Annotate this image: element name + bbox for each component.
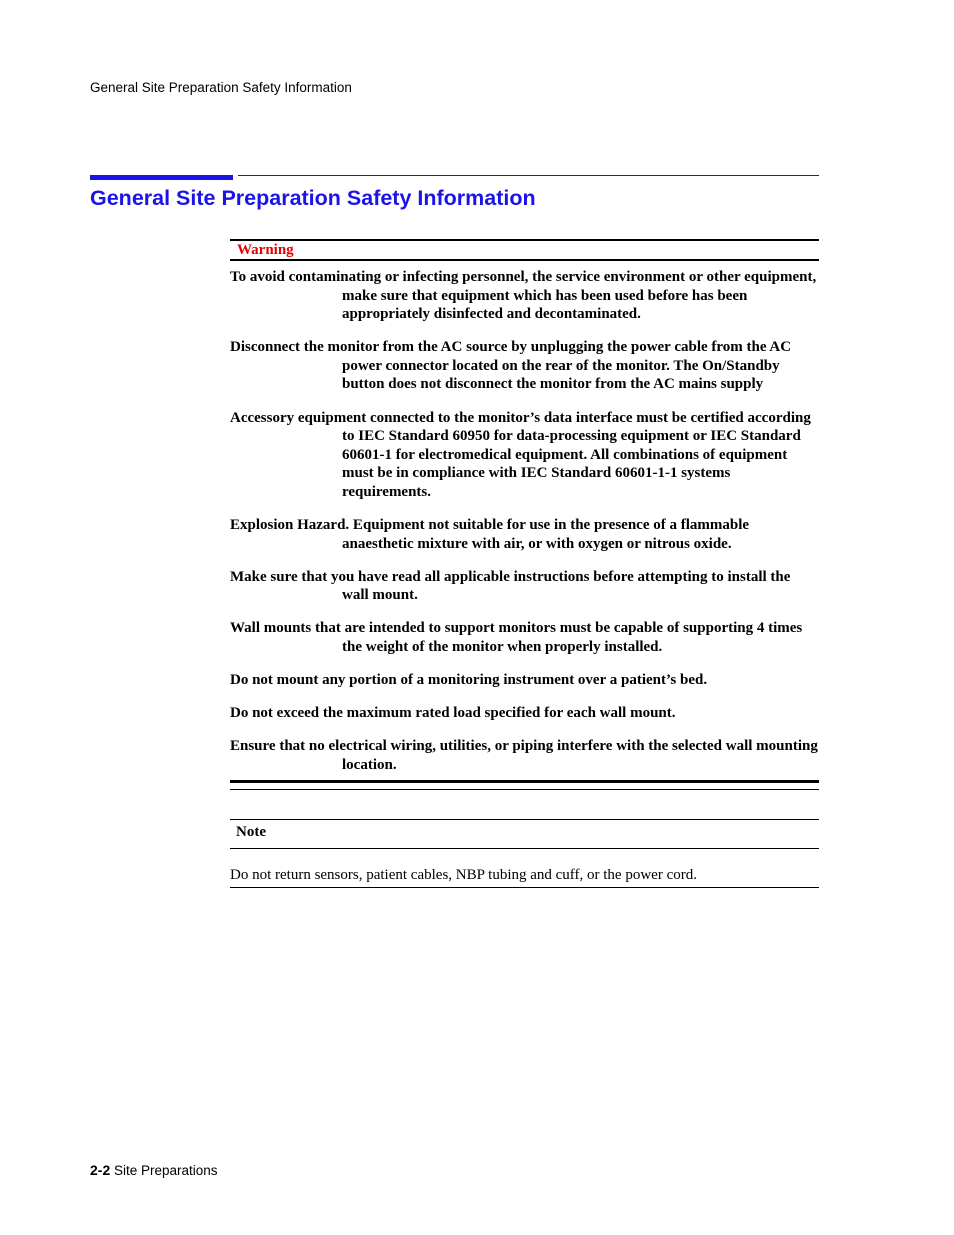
warning-item: Do not exceed the maximum rated load specified for each wall mount.	[230, 705, 676, 722]
running-header: General Site Preparation Safety Information	[90, 80, 352, 95]
warning-item: To avoid contaminating or infecting personnel, the service environment or other equipment, make sure that equipment which has been used before has been appropriately disinfected and decontaminated.	[230, 269, 817, 323]
page-number: 2-2	[90, 1162, 111, 1178]
warning-list	[230, 268, 819, 774]
running-footer	[90, 1162, 218, 1178]
chapter-title: Site Preparations	[114, 1163, 218, 1178]
warning-label-rule	[230, 259, 819, 261]
warning-item: Ensure that no electrical wiring, utilities, or piping interfere with the selected wall mounting location.	[230, 738, 818, 773]
warning-item: Make sure that you have read all applicable instructions before attempting to install the wall mount.	[230, 568, 791, 604]
section-title: General Site Preparation Safety Information	[90, 186, 536, 210]
section-rule-accent	[90, 175, 233, 180]
warning-item: Wall mounts that are intended to support monitors must be capable of supporting 4 times the weight of the monitor when properly installed.	[230, 620, 803, 655]
warning-label: Warning	[237, 242, 294, 258]
note-bottom-rule	[230, 887, 819, 888]
warning-box	[230, 239, 819, 790]
note-text: Do not return sensors, patient cables, NBP tubing and cuff, or the power cord.	[230, 867, 697, 883]
section-rule-line	[238, 175, 819, 176]
warning-item: Disconnect the monitor from the AC source by unplugging the power cable from the AC power connector located on the rear of the monitor. The On/Standby button does not disconnect the monitor from the AC mains supply	[230, 339, 792, 393]
note-label: Note	[236, 824, 266, 840]
warning-item: Do not mount any portion of a monitoring instrument over a patient’s bed.	[230, 672, 708, 689]
note-box	[230, 819, 819, 888]
warning-bottom-rule-thin	[230, 789, 819, 790]
warning-item: Accessory equipment connected to the monitor’s data interface must be certified according to IEC Standard 60950 for data-processing equipment or IEC Standard 60601-1 for electromedical equipment. All combinations of equipment must be in compliance with IEC Standard 60601-1-1 systems requirements.	[230, 409, 811, 500]
warning-bottom-rule	[230, 780, 819, 783]
warning-item: Explosion Hazard. Equipment not suitable for use in the presence of a flammable anaesthetic mixture with air, or with oxygen or nitrous oxide.	[230, 517, 750, 552]
